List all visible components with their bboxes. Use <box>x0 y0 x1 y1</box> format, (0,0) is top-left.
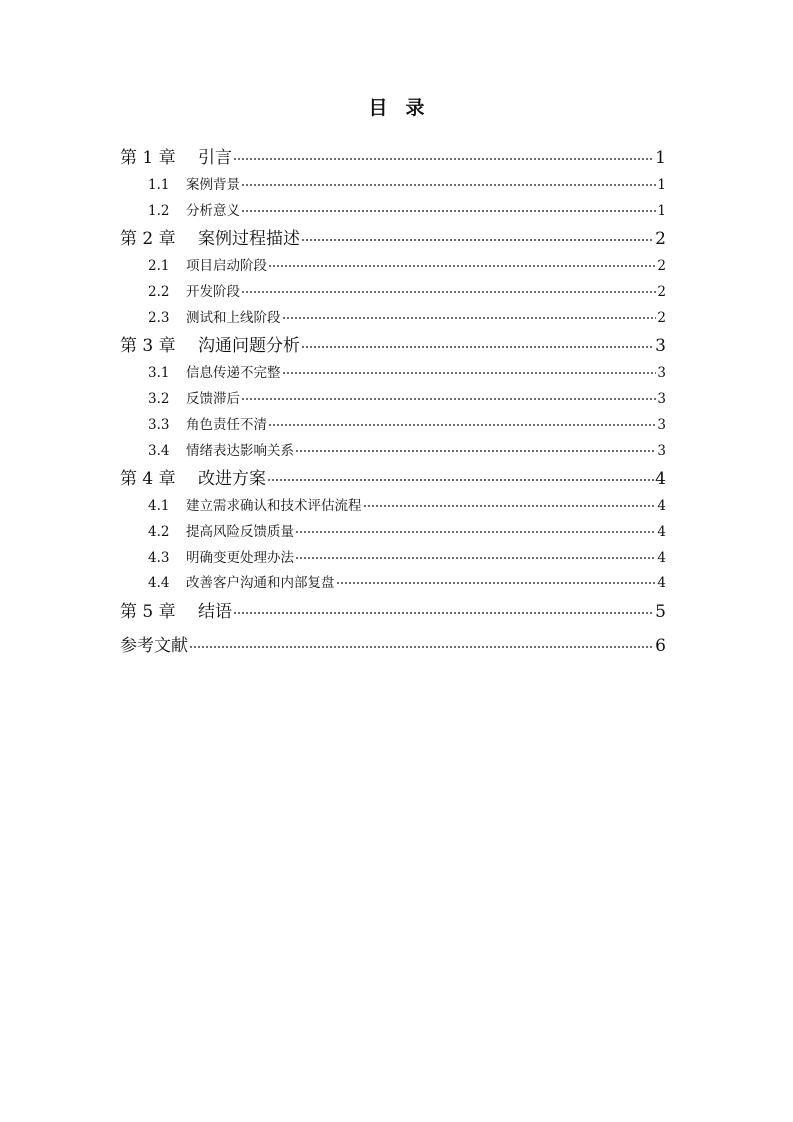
toc-entry-label <box>148 387 240 413</box>
toc-dot-leader <box>301 239 654 241</box>
toc-chapter-title: 案例过程描述 <box>198 229 300 250</box>
toc-section-title: 测试和上线阶段 <box>186 309 281 326</box>
toc-section-number: 4.1 <box>148 498 170 515</box>
toc-entry-chapter-2[interactable] <box>120 224 666 254</box>
toc-dot-leader <box>241 210 656 212</box>
toc-page-number: 1 <box>657 202 666 219</box>
toc-entry-references[interactable] <box>120 627 666 665</box>
toc-section-title: 明确变更处理办法 <box>186 549 294 566</box>
toc-entry-label <box>148 280 240 306</box>
toc-page-number: 4 <box>655 469 666 490</box>
toc-section-title: 信息传递不完整 <box>186 365 281 382</box>
toc-page-number: 2 <box>657 284 666 301</box>
toc-title <box>0 94 793 122</box>
toc-dot-leader <box>233 158 654 160</box>
toc-page-number: 3 <box>657 365 666 382</box>
toc-page-number: 2 <box>655 229 666 250</box>
toc-chapter-number: 第 2 章 <box>120 229 176 250</box>
toc-page-number: 1 <box>657 177 666 193</box>
toc-dot-leader <box>295 557 656 559</box>
toc-section-number: 4.4 <box>148 575 170 592</box>
toc-dot-leader <box>268 265 656 267</box>
toc-section-title: 开发阶段 <box>186 284 240 301</box>
toc-section-title: 提高风险反馈质量 <box>186 523 294 540</box>
toc-dot-leader <box>241 398 656 400</box>
toc-dot-leader <box>189 646 654 648</box>
toc-entry-section[interactable] <box>120 546 666 572</box>
toc-page-number: 3 <box>657 416 666 433</box>
toc-entry-section[interactable] <box>120 494 666 520</box>
toc-dot-leader <box>241 291 656 293</box>
toc-section-title: 项目启动阶段 <box>186 258 267 275</box>
toc-entry-chapter-4[interactable] <box>120 464 666 494</box>
toc-entry-label <box>148 413 267 439</box>
toc-page-number: 6 <box>655 635 666 656</box>
toc-dot-leader <box>295 531 656 533</box>
toc-page-number: 4 <box>657 575 666 592</box>
toc-entry-chapter-1[interactable] <box>120 143 666 173</box>
toc-dot-leader <box>301 346 654 348</box>
toc-entry-label <box>120 464 266 494</box>
toc-section-number: 1.1 <box>148 177 170 193</box>
toc-title-char-2: 录 <box>405 97 425 119</box>
toc-section-number: 1.2 <box>148 202 170 219</box>
toc-section-number: 2.2 <box>148 284 170 301</box>
toc-entry-label <box>120 143 232 173</box>
toc-entry-section[interactable] <box>120 306 666 332</box>
toc-chapter-number: 第 3 章 <box>120 336 176 357</box>
toc-entry-section[interactable] <box>120 387 666 413</box>
toc-entry-section[interactable] <box>120 413 666 439</box>
toc-page-number: 4 <box>657 523 666 540</box>
toc-section-title: 改善客户沟通和内部复盘 <box>186 575 335 592</box>
toc-entry-label <box>120 597 232 627</box>
toc-chapter-title: 沟通问题分析 <box>198 336 300 357</box>
toc-entry-section[interactable] <box>120 254 666 280</box>
toc-entry-label <box>148 439 294 465</box>
toc-dot-leader <box>295 450 656 452</box>
toc-entry-section[interactable] <box>120 361 666 387</box>
toc-dot-leader <box>233 612 654 614</box>
toc-section-title: 情绪表达影响关系 <box>186 442 294 459</box>
toc-section-number: 2.3 <box>148 309 170 326</box>
toc-section-number: 3.3 <box>148 416 170 433</box>
toc-section-title: 反馈滞后 <box>186 391 240 408</box>
toc-page-number: 3 <box>657 391 666 408</box>
toc-page-number: 1 <box>655 148 666 168</box>
toc-entry-section[interactable] <box>120 439 666 465</box>
toc-entry-chapter-3[interactable] <box>120 331 666 361</box>
toc-page-number: 2 <box>657 258 666 275</box>
toc-title-char-1: 目 <box>368 97 388 119</box>
toc-section-title: 案例背景 <box>186 177 240 193</box>
toc-page-number: 3 <box>655 336 666 357</box>
toc-page-number: 3 <box>657 442 666 459</box>
toc-list <box>120 143 666 665</box>
toc-section-number: 3.1 <box>148 365 170 382</box>
toc-entry-label <box>148 254 267 280</box>
toc-chapter-title: 改进方案 <box>198 469 266 490</box>
toc-dot-leader <box>268 424 656 426</box>
toc-chapter-number: 第 5 章 <box>120 601 176 622</box>
toc-chapter-number: 第 4 章 <box>120 469 176 490</box>
toc-entry-label <box>148 494 362 520</box>
toc-entry-chapter-5[interactable] <box>120 597 666 627</box>
toc-entry-label <box>148 306 281 332</box>
toc-page-number: 4 <box>657 549 666 566</box>
toc-entry-label <box>148 199 240 225</box>
toc-section-number: 3.4 <box>148 442 170 459</box>
toc-entry-section[interactable] <box>120 520 666 546</box>
toc-entry-section[interactable] <box>120 280 666 306</box>
toc-entry-label <box>148 546 294 572</box>
toc-section-number: 2.1 <box>148 258 170 275</box>
toc-chapter-title: 引言 <box>198 148 232 168</box>
toc-chapter-number: 第 1 章 <box>120 148 176 168</box>
toc-dot-leader <box>282 317 657 319</box>
toc-page-number: 5 <box>655 601 666 622</box>
toc-entry-label <box>120 331 300 361</box>
toc-page-number: 4 <box>657 498 666 515</box>
toc-page-number: 2 <box>657 309 666 326</box>
toc-entry-section[interactable] <box>120 173 666 199</box>
toc-section-number: 4.3 <box>148 549 170 566</box>
toc-references-title: 参考文献 <box>120 635 188 656</box>
toc-entry-label <box>148 173 240 199</box>
toc-dot-leader <box>336 582 657 584</box>
toc-dot-leader <box>282 372 657 374</box>
toc-entry-label <box>148 520 294 546</box>
toc-dot-leader <box>363 505 657 507</box>
toc-entry-section[interactable] <box>120 571 666 597</box>
toc-dot-leader <box>267 479 654 481</box>
toc-section-title: 分析意义 <box>186 202 240 219</box>
toc-entry-section[interactable] <box>120 199 666 225</box>
toc-entry-label <box>148 361 281 387</box>
toc-section-number: 3.2 <box>148 391 170 408</box>
toc-chapter-title: 结语 <box>198 601 232 622</box>
toc-section-title: 建立需求确认和技术评估流程 <box>186 498 362 515</box>
toc-dot-leader <box>241 184 656 186</box>
toc-section-number: 4.2 <box>148 523 170 540</box>
toc-section-title: 角色责任不清 <box>186 416 267 433</box>
toc-entry-label <box>148 571 335 597</box>
toc-entry-label <box>120 224 300 254</box>
